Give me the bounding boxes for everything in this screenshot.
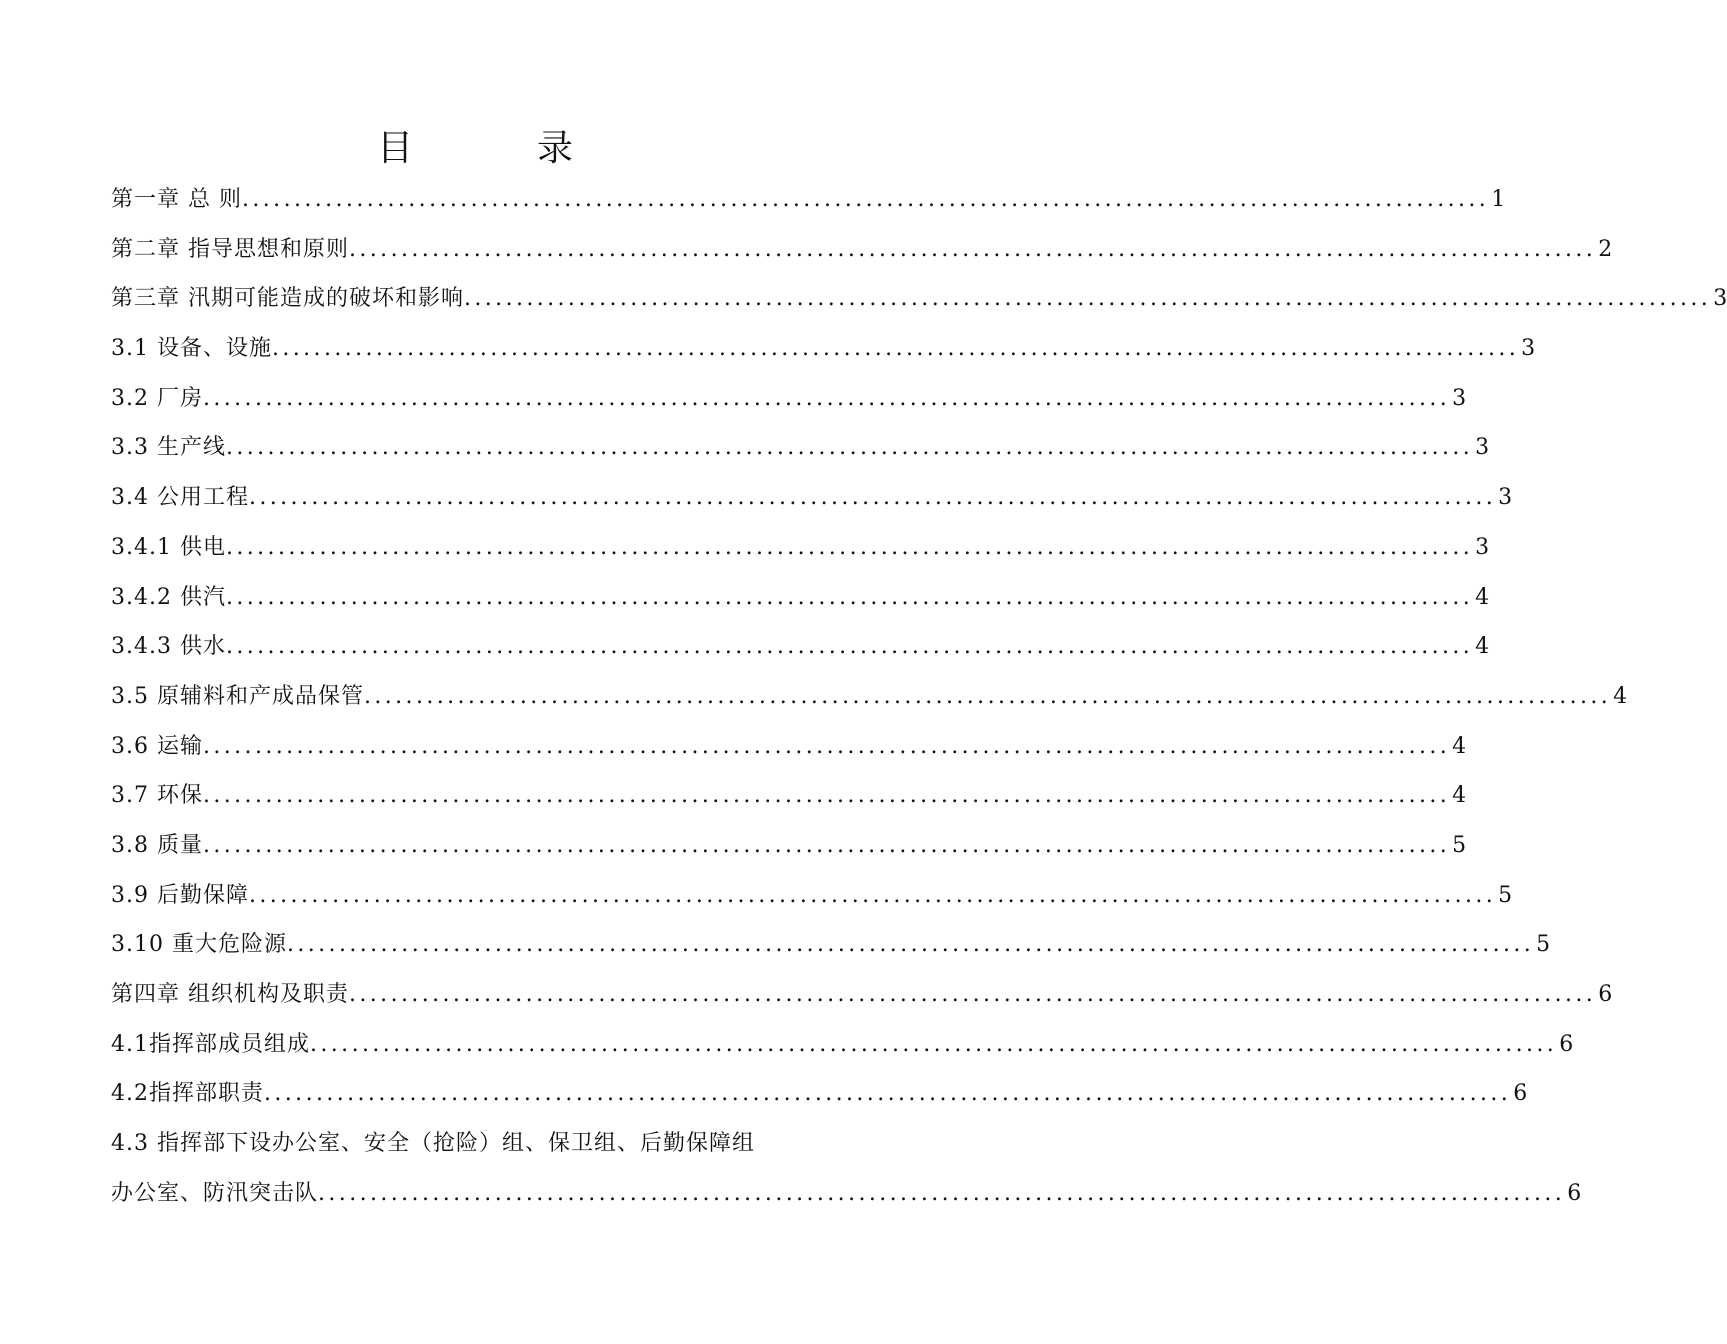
toc-entry[interactable] xyxy=(111,473,1513,523)
toc-leader-dots: ........................................................................................................................ xyxy=(202,832,1451,858)
toc-entry[interactable] xyxy=(111,523,1490,573)
toc-entry[interactable] xyxy=(111,274,1727,324)
toc-leader-dots: ........................................................................................................................ xyxy=(349,236,1597,262)
toc-page-number: 6 xyxy=(1559,1031,1574,1057)
toc-leader-dots: ........................................................................................................................ xyxy=(202,733,1451,759)
toc-leader-dots: ........................................................................................................................ xyxy=(225,634,1474,660)
toc-entry-label: 3.4.3 供水 xyxy=(111,634,226,660)
toc-leader-dots: ........................................................................................................................ xyxy=(363,683,1612,709)
toc-entry[interactable] xyxy=(111,423,1490,473)
toc-entry[interactable] xyxy=(111,1020,1574,1070)
table-of-contents xyxy=(111,175,1727,1218)
toc-page-number: 3 xyxy=(1521,336,1536,362)
toc-entry-label-line2: 办公室、防汛突击队 xyxy=(111,1180,319,1206)
toc-page-number: 3 xyxy=(1498,485,1513,511)
toc-page-number: 3 xyxy=(1452,385,1467,411)
toc-page-number: 4 xyxy=(1613,683,1628,709)
toc-entry[interactable] xyxy=(111,175,1506,225)
toc-entry-label: 第四章 组织机构及职责 xyxy=(111,982,349,1007)
toc-entry[interactable] xyxy=(111,1069,1528,1119)
toc-entry[interactable] xyxy=(111,672,1628,722)
toc-entry[interactable] xyxy=(111,225,1613,275)
toc-page-number: 4 xyxy=(1475,584,1490,610)
toc-entry-label: 3.9 后勤保障 xyxy=(111,882,249,908)
toc-entry[interactable] xyxy=(111,871,1513,921)
toc-page-number: 4 xyxy=(1452,783,1467,809)
toc-page-number: 6 xyxy=(1598,982,1613,1007)
toc-page-number: 2 xyxy=(1598,236,1613,262)
toc-entry-label: 3.2 厂房 xyxy=(111,385,203,411)
toc-leader-dots: ........................................................................................................................ xyxy=(286,932,1535,958)
toc-page-number: 5 xyxy=(1452,832,1467,858)
toc-entry-label: 3.1 设备、设施 xyxy=(111,336,272,362)
toc-entry[interactable] xyxy=(111,920,1551,970)
toc-entry-multiline[interactable] xyxy=(111,1119,1582,1218)
toc-page-number: 4 xyxy=(1475,634,1490,660)
toc-leader-dots: ........................................................................................................................ xyxy=(318,1180,1566,1206)
toc-entry-label: 3.7 环保 xyxy=(111,783,203,809)
toc-entry[interactable] xyxy=(111,821,1467,871)
toc-entry[interactable] xyxy=(111,622,1490,672)
toc-entry-label: 第三章 汛期可能造成的破坏和影响 xyxy=(111,286,464,312)
toc-leader-dots: ........................................................................................................................ xyxy=(202,385,1451,411)
toc-entry-label: 3.3 生产线 xyxy=(111,435,226,461)
toc-page-number: 6 xyxy=(1567,1180,1582,1206)
toc-entry-label: 3.8 质量 xyxy=(111,832,203,858)
toc-entry-label: 3.10 重大危险源 xyxy=(111,932,287,958)
toc-page-number: 3 xyxy=(1475,435,1490,461)
toc-leader-dots: ........................................................................................................................ xyxy=(464,286,1712,312)
toc-entry-label: 第一章 总 则 xyxy=(111,187,242,212)
toc-entry[interactable] xyxy=(111,374,1467,424)
toc-leader-dots: ........................................................................................................................ xyxy=(242,187,1490,212)
toc-page-number: 5 xyxy=(1498,882,1513,908)
toc-entry-label: 第二章 指导思想和原则 xyxy=(111,236,349,262)
page-title: 目 录 xyxy=(376,128,617,169)
toc-leader-dots: ........................................................................................................................ xyxy=(310,1031,1558,1057)
toc-entry-label: 4.2指挥部职责 xyxy=(111,1081,264,1107)
toc-leader-dots: ........................................................................................................................ xyxy=(202,783,1451,809)
toc-entry-label: 3.4.1 供电 xyxy=(111,534,226,560)
toc-leader-dots: ........................................................................................................................ xyxy=(225,584,1474,610)
toc-leader-dots: ........................................................................................................................ xyxy=(264,1081,1512,1107)
toc-entry[interactable] xyxy=(111,324,1536,374)
toc-entry-label: 3.4 公用工程 xyxy=(111,485,249,511)
toc-leader-dots: ........................................................................................................................ xyxy=(248,485,1497,511)
toc-entry-label-line1: 4.3 指挥部下设办公室、安全（抢险）组、保卫组、后勤保障组 xyxy=(111,1131,755,1157)
toc-page-number: 5 xyxy=(1536,932,1551,958)
toc-leader-dots: ........................................................................................................................ xyxy=(225,534,1474,560)
toc-leader-dots: ........................................................................................................................ xyxy=(349,982,1597,1007)
toc-entry[interactable] xyxy=(111,573,1490,623)
toc-entry[interactable] xyxy=(111,970,1613,1020)
toc-page-number: 1 xyxy=(1491,187,1506,212)
toc-leader-dots: ........................................................................................................................ xyxy=(271,336,1520,362)
toc-leader-dots: ........................................................................................................................ xyxy=(225,435,1474,461)
toc-entry-label: 4.1指挥部成员组成 xyxy=(111,1031,310,1057)
toc-entry[interactable] xyxy=(111,722,1467,772)
toc-page-number: 4 xyxy=(1452,733,1467,759)
toc-leader-dots: ........................................................................................................................ xyxy=(248,882,1497,908)
toc-entry-label: 3.4.2 供汽 xyxy=(111,584,226,610)
toc-entry-label: 3.6 运输 xyxy=(111,733,203,759)
toc-page-number: 3 xyxy=(1713,286,1727,312)
toc-entry[interactable] xyxy=(111,771,1467,821)
toc-entry-label: 3.5 原辅料和产成品保管 xyxy=(111,683,364,709)
toc-page-number: 6 xyxy=(1513,1081,1528,1107)
toc-page-number: 3 xyxy=(1475,534,1490,560)
